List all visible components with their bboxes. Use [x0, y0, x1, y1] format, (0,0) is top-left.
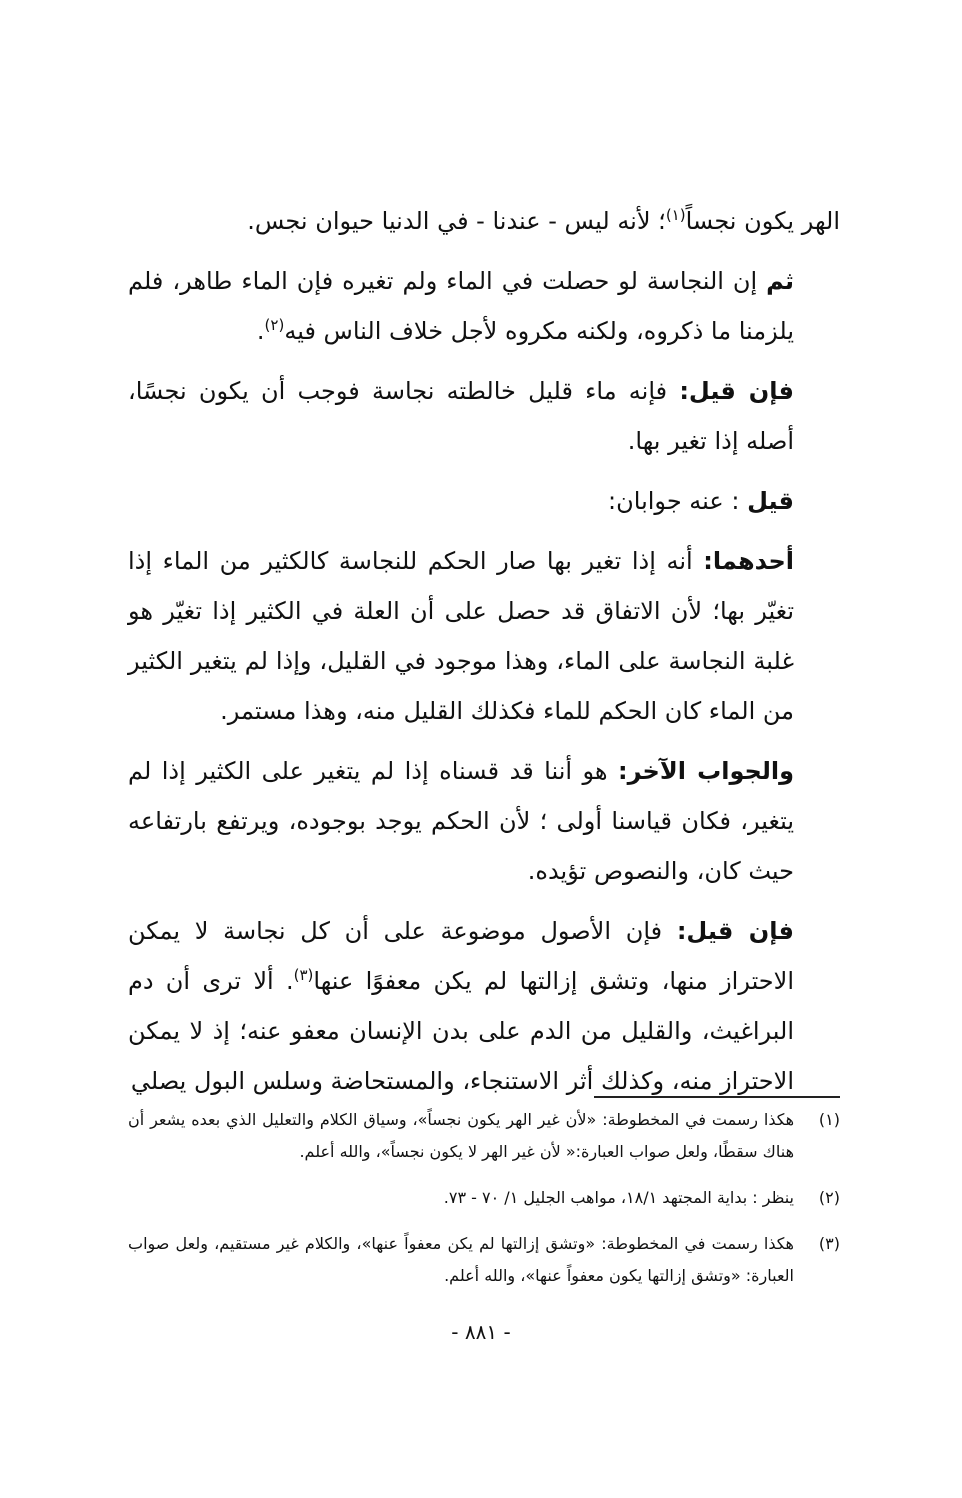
paragraph-6-text: هو أننا قد قسناه إذا لم يتغير على الكثير إذا لم يتغير، فكان قياسنا أولى ؛ لأن الحكم يوجد بوجوده، ويرتفع بارتفاعه حيث كان، والنصوص تؤيده.: [128, 757, 794, 885]
paragraph-3: [128, 366, 840, 466]
paragraph-4-lead: قيل: [747, 487, 794, 515]
paragraph-6: [128, 746, 840, 896]
footnote-2-text: ينظر : بداية المجتهد ١٨/١، مواهب الجليل ١/ ٧٠ - ٧٣.: [443, 1188, 794, 1207]
paragraph-2-text: إن النجاسة لو حصلت في الماء ولم تغيره فإن الماء طاهر، فلم يلزمنا ما ذكروه، ولكنه مكروه لأجل خلاف الناس فيه: [128, 267, 794, 345]
paragraph-2-lead: ثم: [766, 267, 794, 295]
page-number: - ٨٨١ -: [451, 1320, 511, 1344]
footnote-3-text: هكذا رسمت في المخطوطة: «وتشق إزالتها لم يكن معفواً عنها»، والكلام غير مستقيم، ولعل صواب العبارة: «وتشق إزالتها يكون معفواً عنها»، والله أعلم.: [128, 1234, 794, 1285]
footnote-ref-1: (١): [665, 206, 686, 224]
footnotes: [128, 1104, 840, 1306]
paragraph-1: [128, 196, 840, 246]
paragraph-1-tail: ؛ لأنه ليس - عندنا - في الدنيا حيوان نجس.: [247, 207, 666, 235]
footnote-3: [128, 1228, 840, 1292]
footnote-ref-2: (٢): [264, 316, 285, 334]
paragraph-6-lead: والجواب الآخر:: [618, 757, 794, 785]
paragraph-5-text: أنه إذا تغير بها صار الحكم للنجاسة كالكثير من الماء إذا تغيّر بها؛ لأن الاتفاق قد حصل على أن العلة في الكثير إذا تغيّر هو غلبة النجاسة على الماء، وهذا موجود في القليل، وإذا لم يتغير الكثير من الماء كان الحكم للماء فكذلك القليل منه، وهذا مستمر.: [128, 547, 794, 725]
paragraph-4-text: : عنه جوابان:: [608, 487, 748, 515]
paragraph-7-tail: . ألا ترى أن دم البراغيث، والقليل من الدم على بدن الإنسان معفو عنه؛ إذ لا يمكن الاحتراز منه، وكذلك أثر الاستنجاء، والمستحاضة وسلس البول يصلي: [128, 967, 794, 1095]
footnote-ref-3: (٣): [293, 966, 314, 984]
footnote-1: [128, 1104, 840, 1168]
paragraph-7: [128, 906, 840, 1106]
paragraph-4: [128, 476, 840, 526]
footnote-2-number: (٢): [818, 1188, 840, 1207]
paragraph-7-lead: فإن قيل:: [676, 917, 794, 945]
footnote-2: [128, 1182, 840, 1214]
footnote-3-number: (٣): [818, 1234, 840, 1253]
footnote-1-number: (١): [818, 1110, 840, 1129]
paragraph-3-lead: فإن قيل:: [679, 377, 794, 405]
footnote-separator: [594, 1096, 840, 1098]
paragraph-5: [128, 536, 840, 736]
paragraph-7-text: فإن الأصول موضوعة على أن كل نجاسة لا يمكن الاحتراز منها، وتشق إزالتها لم يكن معفوًا عنها: [128, 917, 795, 995]
paragraph-5-lead: أحدهما:: [703, 547, 794, 575]
paragraph-2-tail: .: [256, 317, 265, 345]
paragraph-3-text: فإنه ماء قليل خالطته نجاسة فوجب أن يكون نجسًا، أصله إذا تغير بها.: [128, 377, 794, 455]
main-text: [128, 196, 840, 1116]
paragraph-1-text: الهر يكون نجساً: [685, 207, 840, 235]
paragraph-2: [128, 256, 840, 356]
footnote-1-text: هكذا رسمت في المخطوطة: «لأن غير الهر يكون نجساً»، وسياق الكلام والتعليل الذي بعده يشعر أن هناك سقطًا، ولعل صواب العبارة:« لأن غير الهر لا يكون نجساً»، والله أعلم.: [128, 1110, 794, 1161]
